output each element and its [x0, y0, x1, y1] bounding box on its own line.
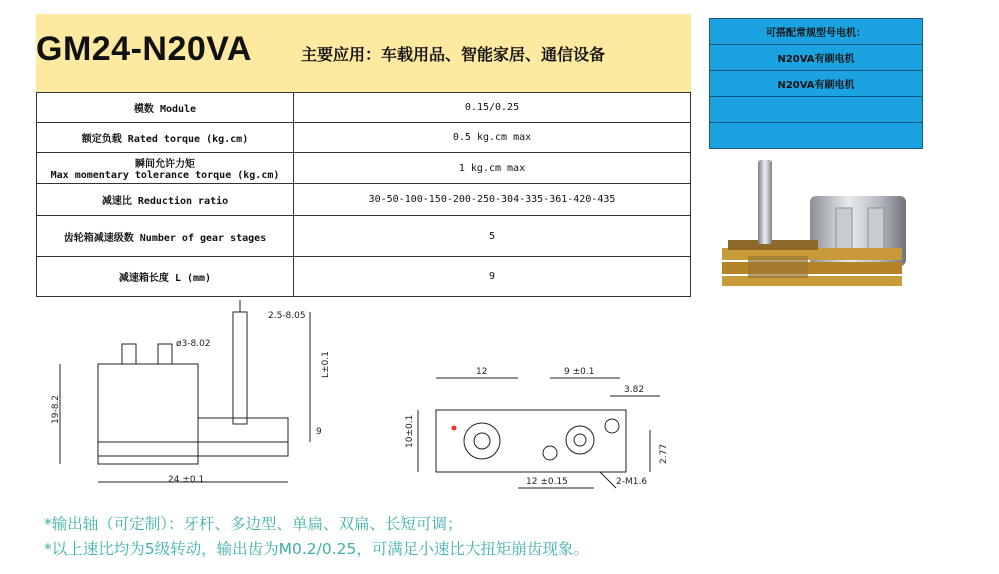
front-view-hole [543, 446, 557, 460]
spec-value: 0.5 kg.cm max [294, 123, 691, 153]
table-row [37, 216, 691, 257]
spec-value: 0.15/0.25 [294, 93, 691, 123]
gear-stack [748, 256, 808, 278]
spec-label: 模数 Module [37, 93, 294, 123]
gear-stack [728, 240, 818, 250]
dim-height: 19-8.2 [51, 394, 61, 424]
dim-shaft-dia: ø3-8.02 [176, 339, 211, 349]
marker-dot-icon [452, 426, 457, 431]
compatible-motors-box [709, 18, 923, 149]
spec-label: 减速比 Reduction ratio [37, 184, 294, 216]
spec-label-line1: 瞬间允许力矩 [135, 159, 195, 170]
dim-10: 10±0.1 [405, 414, 415, 448]
dim-12-top: 12 [476, 367, 488, 377]
side-view-slot [122, 344, 172, 364]
technical-drawing [40, 300, 720, 500]
spec-value: 9 [294, 257, 691, 297]
spec-table [36, 92, 691, 297]
motor-slot [836, 208, 852, 252]
spec-label [37, 153, 294, 184]
spec-value: 1 kg.cm max [294, 153, 691, 184]
output-shaft [758, 160, 772, 244]
side-view-gearbox [98, 442, 288, 456]
spec-label: 额定负载 Rated torque (kg.cm) [37, 123, 294, 153]
compatible-item [710, 97, 922, 123]
front-view-boss [474, 433, 490, 449]
front-view-output [574, 434, 586, 446]
compatible-item: N20VA有刷电机 [710, 45, 922, 71]
spec-value: 5 [294, 216, 691, 257]
dim-length-l: L±0.1 [321, 351, 331, 378]
side-view-shaft [233, 312, 247, 424]
dim-382: 3.82 [624, 385, 645, 395]
table-row [37, 257, 691, 297]
side-view-gearbox [198, 418, 288, 442]
dim-9-top: 9 ±0.1 [564, 367, 595, 377]
side-view-motor [98, 364, 198, 464]
note-line: *输出轴（可定制）：牙杆、多边型、单扁、双扁、长短可调； [44, 515, 463, 533]
spec-label: 减速箱长度 L (mm) [37, 257, 294, 297]
spec-value: 30-50-100-150-200-250-304-335-361-420-435 [294, 184, 691, 216]
dim-m16: 2-M1.6 [616, 477, 648, 487]
table-row [37, 123, 691, 153]
model-title: GM24-N20VA [36, 30, 252, 68]
table-row [37, 153, 691, 184]
dim-flat: 2.5-8.05 [268, 311, 306, 321]
spec-label: 齿轮箱减速级数 Number of gear stages [37, 216, 294, 257]
spec-label-line2: Max momentary tolerance torque (kg.cm) [50, 170, 280, 181]
front-view-hole [605, 419, 619, 433]
dim-277: 2.77 [659, 443, 669, 464]
note-line: *以上速比均为5级转动，输出齿为M0.2/0.25，可满足小速比大扭矩崩齿现象。 [44, 540, 589, 558]
compatible-item: N20VA有刷电机 [710, 71, 922, 97]
compatible-item [710, 123, 922, 148]
motor-slot [868, 208, 884, 252]
table-row [37, 184, 691, 216]
dim-12-bottom: 12 ±0.15 [526, 477, 568, 487]
table-row [37, 93, 691, 123]
front-view-boss [464, 423, 500, 459]
dim-24: 24 ±0.1 [168, 475, 205, 485]
notes [44, 512, 589, 562]
dim-9: 9 [316, 427, 322, 437]
compatible-title: 可搭配常规型号电机： [710, 19, 922, 45]
product-photo [718, 156, 910, 296]
title-band [36, 14, 691, 92]
application-text: 主要应用：车载用品、智能家居、通信设备 [301, 45, 606, 64]
front-view-output [566, 426, 594, 454]
